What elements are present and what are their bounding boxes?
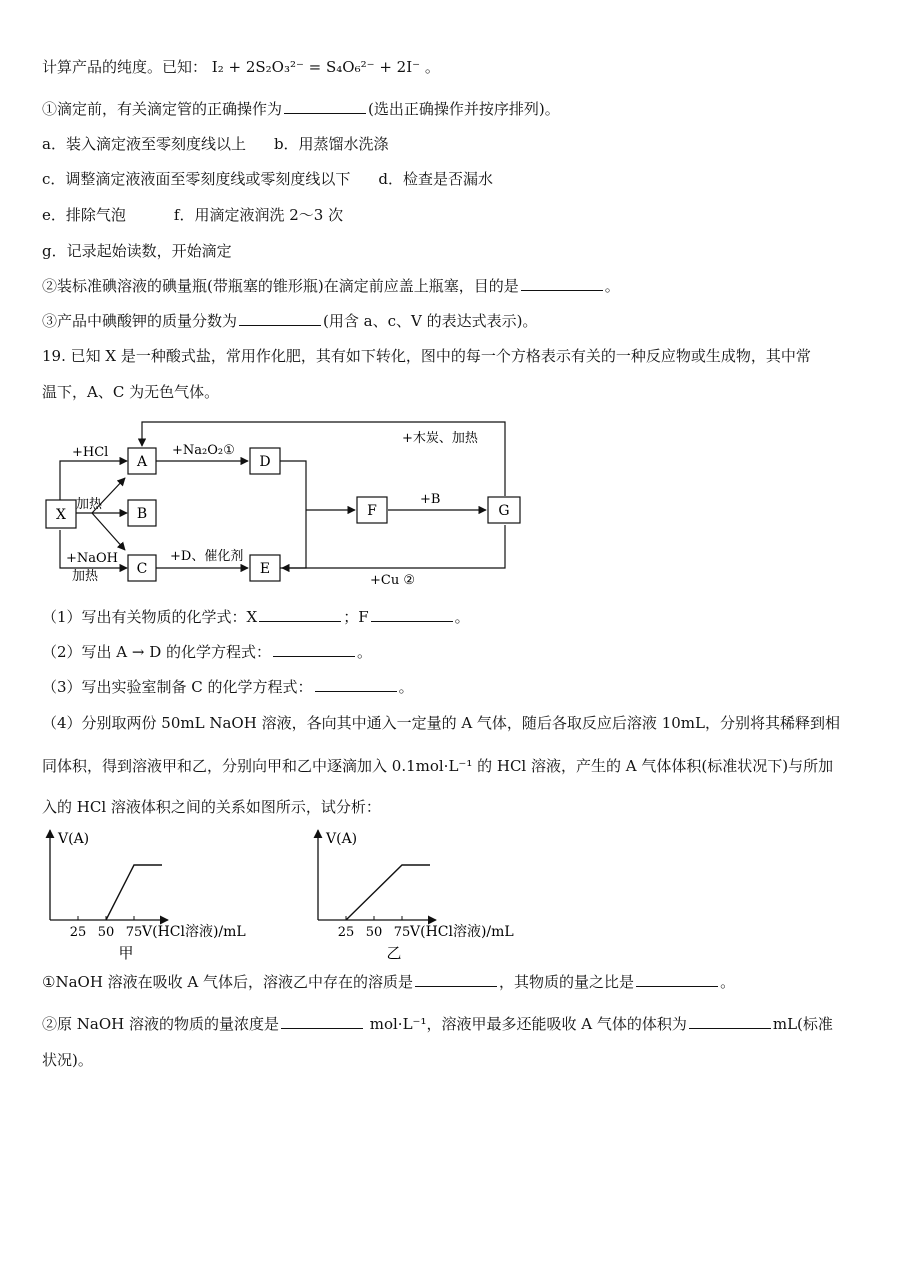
series-line <box>106 865 162 920</box>
q19-q1: （1）写出有关物质的化学式：X ；F 。 <box>42 608 470 626</box>
q19-q4-l1: （4）分别取两份 50mL NaOH 溶液，各向其中通入一定量的 A 气体，随后各取反应后溶液 10mL，分别将其稀释到相 <box>42 714 840 732</box>
answer-blank[interactable] <box>259 607 341 622</box>
intro-line <box>42 56 440 78</box>
box-E <box>250 555 280 581</box>
intro-end: 。 <box>424 58 440 76</box>
option-row: a．装入滴定液至零刻度线以上 b．用蒸馏水洗涤 <box>42 135 389 153</box>
y-axis-label: V(A) <box>58 831 90 847</box>
q18-p1: ①滴定前，有关滴定管的正确操作为 (选出正确操作并按序排列)。 <box>42 100 560 118</box>
answer-blank[interactable] <box>371 607 453 622</box>
q19-s2: ②原 NaOH 溶液的物质的量浓度是 mol·L⁻¹，溶液甲最多还能吸收 A 气体的体积为 mL(标准 <box>42 1015 833 1033</box>
box-C <box>128 555 156 581</box>
chart-name: 乙 <box>386 944 402 962</box>
label-d-catalyst: +D、催化剂 <box>170 549 244 564</box>
x-tick-label: 50 <box>97 925 115 940</box>
box-X <box>46 500 76 528</box>
reaction-flow-diagram <box>0 410 900 595</box>
chart-yi <box>298 825 548 965</box>
box-F <box>357 497 387 523</box>
answer-blank[interactable] <box>415 972 497 987</box>
svg-text:A: A <box>136 454 148 470</box>
answer-blank[interactable] <box>689 1014 771 1029</box>
chart-name: 甲 <box>118 944 134 962</box>
series-line <box>346 865 430 920</box>
svg-text:G: G <box>498 503 510 519</box>
box-D <box>250 448 280 474</box>
q19-stem-2: 温下，A、C 为无色气体。 <box>42 383 220 401</box>
label-hcl: +HCl <box>72 445 109 460</box>
q19-q2: （2）写出 A → D 的化学方程式： 。 <box>42 643 373 661</box>
label-heat2: 加热 <box>72 569 99 584</box>
answer-blank[interactable] <box>636 972 718 987</box>
option-row: c．调整滴定液液面至零刻度线或零刻度线以下 d．检查是否漏水 <box>42 170 494 188</box>
option-row: e．排除气泡 f．用滴定液润洗 2～3 次 <box>42 206 344 224</box>
svg-text:D: D <box>259 454 271 470</box>
answer-blank[interactable] <box>239 311 321 326</box>
svg-text:C: C <box>136 561 148 577</box>
answer-blank[interactable] <box>281 1014 363 1029</box>
x-tick-label: 25 <box>337 925 355 940</box>
q19-s2b: 状况)。 <box>42 1051 93 1069</box>
label-heat: 加热 <box>76 497 103 512</box>
q19-q3: （3）写出实验室制备 C 的化学方程式： 。 <box>42 678 414 696</box>
svg-text:X: X <box>56 507 66 523</box>
label-cu: +Cu ② <box>370 573 415 588</box>
q19-q4-l3: 入的 HCl 溶液体积之间的关系如图所示，试分析： <box>42 798 381 816</box>
q19-s1: ①NaOH 溶液在吸收 A 气体后，溶液乙中存在的溶质是 ，其物质的量之比是 。 <box>42 973 736 991</box>
q18-p2: ②装标准碘溶液的碘量瓶(带瓶塞的锥形瓶)在滴定前应盖上瓶塞，目的是 。 <box>42 277 620 295</box>
x-axis-label: V(HCl溶液)/mL <box>142 924 246 940</box>
q18-p3: ③产品中碘酸钾的质量分数为 (用含 a、c、V 的表达式表示)。 <box>42 312 538 330</box>
answer-blank[interactable] <box>273 642 355 657</box>
label-charcoal: +木炭、加热 <box>402 431 478 446</box>
answer-blank[interactable] <box>284 99 366 114</box>
x-tick-label: 75 <box>125 925 143 940</box>
label-naoh: +NaOH <box>66 551 119 566</box>
box-G <box>488 497 520 523</box>
box-B <box>128 500 156 526</box>
q19-q4-l2: 同体积，得到溶液甲和乙，分别向甲和乙中逐滴加入 0.1mol·L⁻¹ 的 HCl 溶液，产生的 A 气体体积(标准状况下)与所加 <box>42 757 834 775</box>
label-plus-b: +B <box>420 492 441 507</box>
box-A <box>128 448 156 474</box>
x-tick-label: 75 <box>393 925 411 940</box>
option-row: g．记录起始读数，开始滴定 <box>42 242 232 260</box>
svg-text:F: F <box>367 503 377 519</box>
x-tick-label: 25 <box>69 925 87 940</box>
x-tick-label: 50 <box>365 925 383 940</box>
y-axis-label: V(A) <box>326 831 358 847</box>
svg-text:E: E <box>259 561 271 577</box>
intro-equation: I₂ + 2S₂O₃²⁻ = S₄O₆²⁻ + 2I⁻ <box>211 58 421 76</box>
intro-text: 计算产品的纯度。已知： <box>42 58 208 76</box>
q19-stem-1: 19. 已知 X 是一种酸式盐，常用作化肥，其有如下转化，图中的每一个方格表示有关的一种反应物或生成物，其中常 <box>42 347 811 365</box>
chart-jia <box>30 825 280 965</box>
answer-blank[interactable] <box>521 276 603 291</box>
svg-text:B: B <box>136 506 148 522</box>
answer-blank[interactable] <box>315 677 397 692</box>
x-axis-label: V(HCl溶液)/mL <box>410 924 514 940</box>
label-na2o2: +Na₂O₂① <box>172 443 235 458</box>
